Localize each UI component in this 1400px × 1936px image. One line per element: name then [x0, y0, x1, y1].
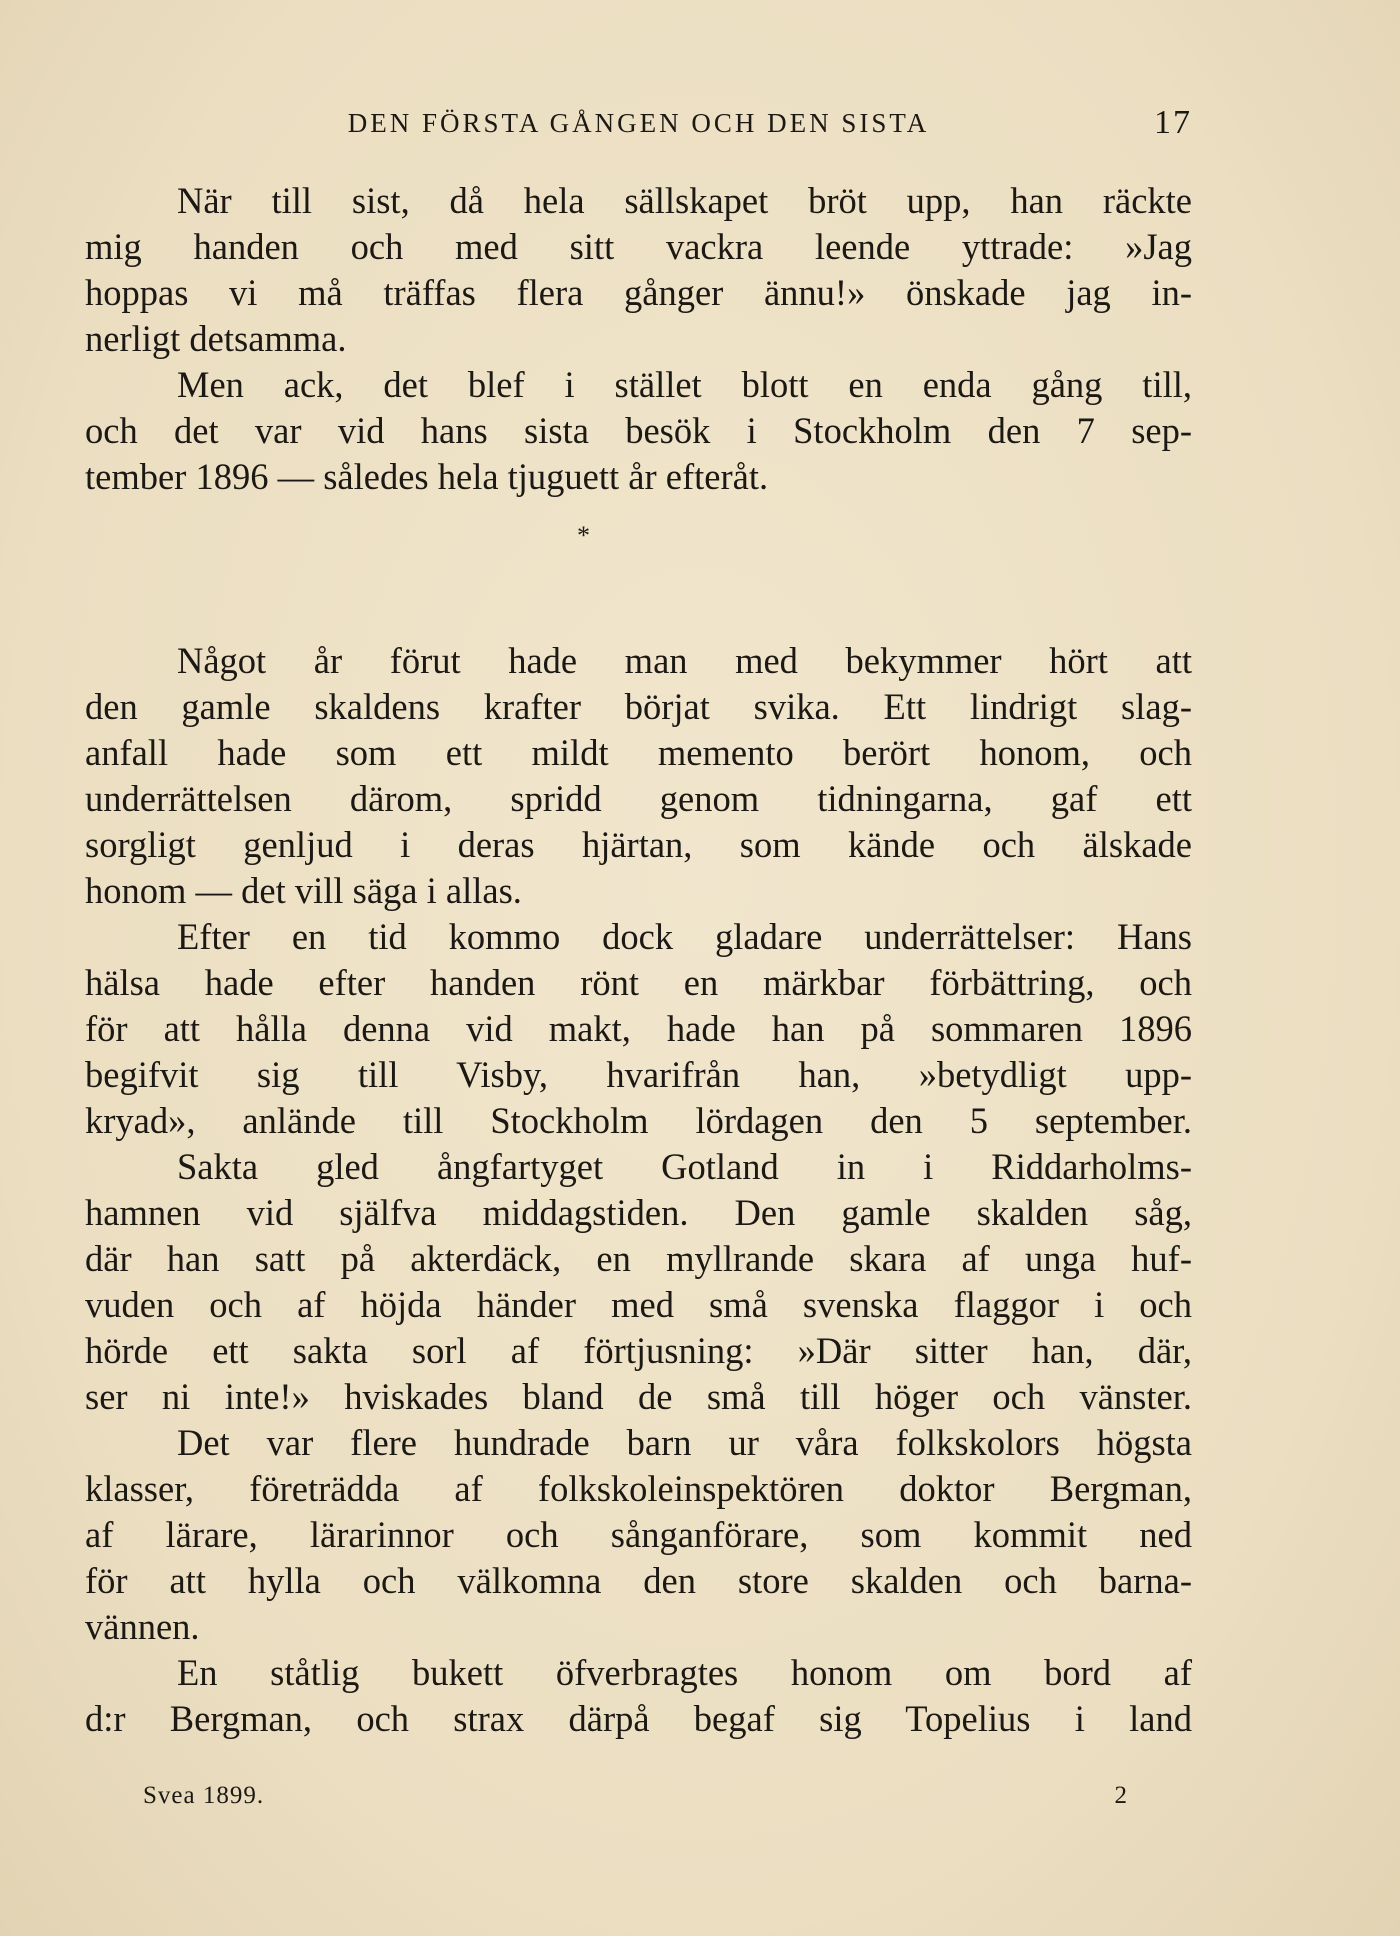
text-line: den gamle skaldens krafter börjat svika. Ett lindrigt slag- [85, 686, 1192, 727]
signature-number: 2 [1114, 1782, 1128, 1809]
text-line: hoppas vi må träffas flera gånger ännu!» önskade jag in- [85, 272, 1192, 313]
text-line: kryad», anlände till Stockholm lördagen den 5 september. [85, 1100, 1192, 1141]
asterisk: * [577, 521, 590, 550]
text-line: hamnen vid själfva middagstiden. Den gamle skalden såg, [85, 1192, 1192, 1233]
text-line: där han satt på akterdäck, en myllrande skara af unga huf- [85, 1238, 1192, 1279]
text-line: underrättelsen därom, spridd genom tidningarna, gaf ett [85, 778, 1192, 819]
text-line: Det var flere hundrade barn ur våra folkskolors högsta [177, 1422, 1192, 1463]
text-line: anfall hade som ett mildt memento berört honom, och [85, 732, 1192, 773]
text-line: d:r Bergman, och strax därpå begaf sig Topelius i land [85, 1698, 1192, 1739]
text-line: för att hylla och välkomna den store skalden och barna- [85, 1560, 1192, 1601]
text-line: Något år förut hade man med bekymmer hört att [177, 640, 1192, 681]
signature-mark: Svea 1899. [143, 1782, 265, 1809]
text-line: honom — det vill säga i allas. [85, 870, 522, 911]
text-line: Men ack, det blef i stället blott en enda gång till, [177, 364, 1192, 405]
text-line: klasser, företrädda af folkskoleinspektören doktor Bergman, [85, 1468, 1192, 1509]
text-line: En ståtlig bukett öfverbragtes honom om bord af [177, 1652, 1192, 1693]
text-line: vännen. [85, 1606, 200, 1647]
text-line: för att hålla denna vid makt, hade han på sommaren 1896 [85, 1008, 1192, 1049]
text-line: hälsa hade efter handen rönt en märkbar förbättring, och [85, 962, 1192, 1003]
text-line: sorgligt genljud i deras hjärtan, som kände och älskade [85, 824, 1192, 865]
text-line: begifvit sig till Visby, hvarifrån han, »betydligt upp- [85, 1054, 1192, 1095]
section-separator [85, 500, 1192, 638]
text-line: Efter en tid kommo dock gladare underrättelser: Hans [177, 916, 1192, 957]
text-line: ser ni inte!» hviskades bland de små till höger och vänster. [85, 1376, 1192, 1417]
page-number: 17 [1154, 104, 1192, 141]
text-line: af lärare, lärarinnor och sånganförare, som kommit ned [85, 1514, 1192, 1555]
running-title: DEN FÖRSTA GÅNGEN OCH DEN SISTA [347, 108, 930, 138]
text-line: tember 1896 — således hela tjuguett år efteråt. [85, 456, 769, 497]
text-line: mig handen och med sitt vackra leende yttrade: »Jag [85, 226, 1192, 267]
text-line: vuden och af höjda händer med små svenska flaggor i och [85, 1284, 1192, 1325]
text-line: Sakta gled ångfartyget Gotland in i Riddarholms- [177, 1146, 1192, 1187]
text-line: När till sist, då hela sällskapet bröt upp, han räckte [177, 180, 1192, 221]
body-text [85, 178, 1192, 1742]
text-line: hörde ett sakta sorl af förtjusning: »Där sitter han, där, [85, 1330, 1192, 1371]
signature-line [143, 1782, 1128, 1814]
text-line: nerligt detsamma. [85, 318, 347, 359]
text-line: och det var vid hans sista besök i Stockholm den 7 sep- [85, 410, 1192, 451]
running-head [85, 104, 1192, 144]
